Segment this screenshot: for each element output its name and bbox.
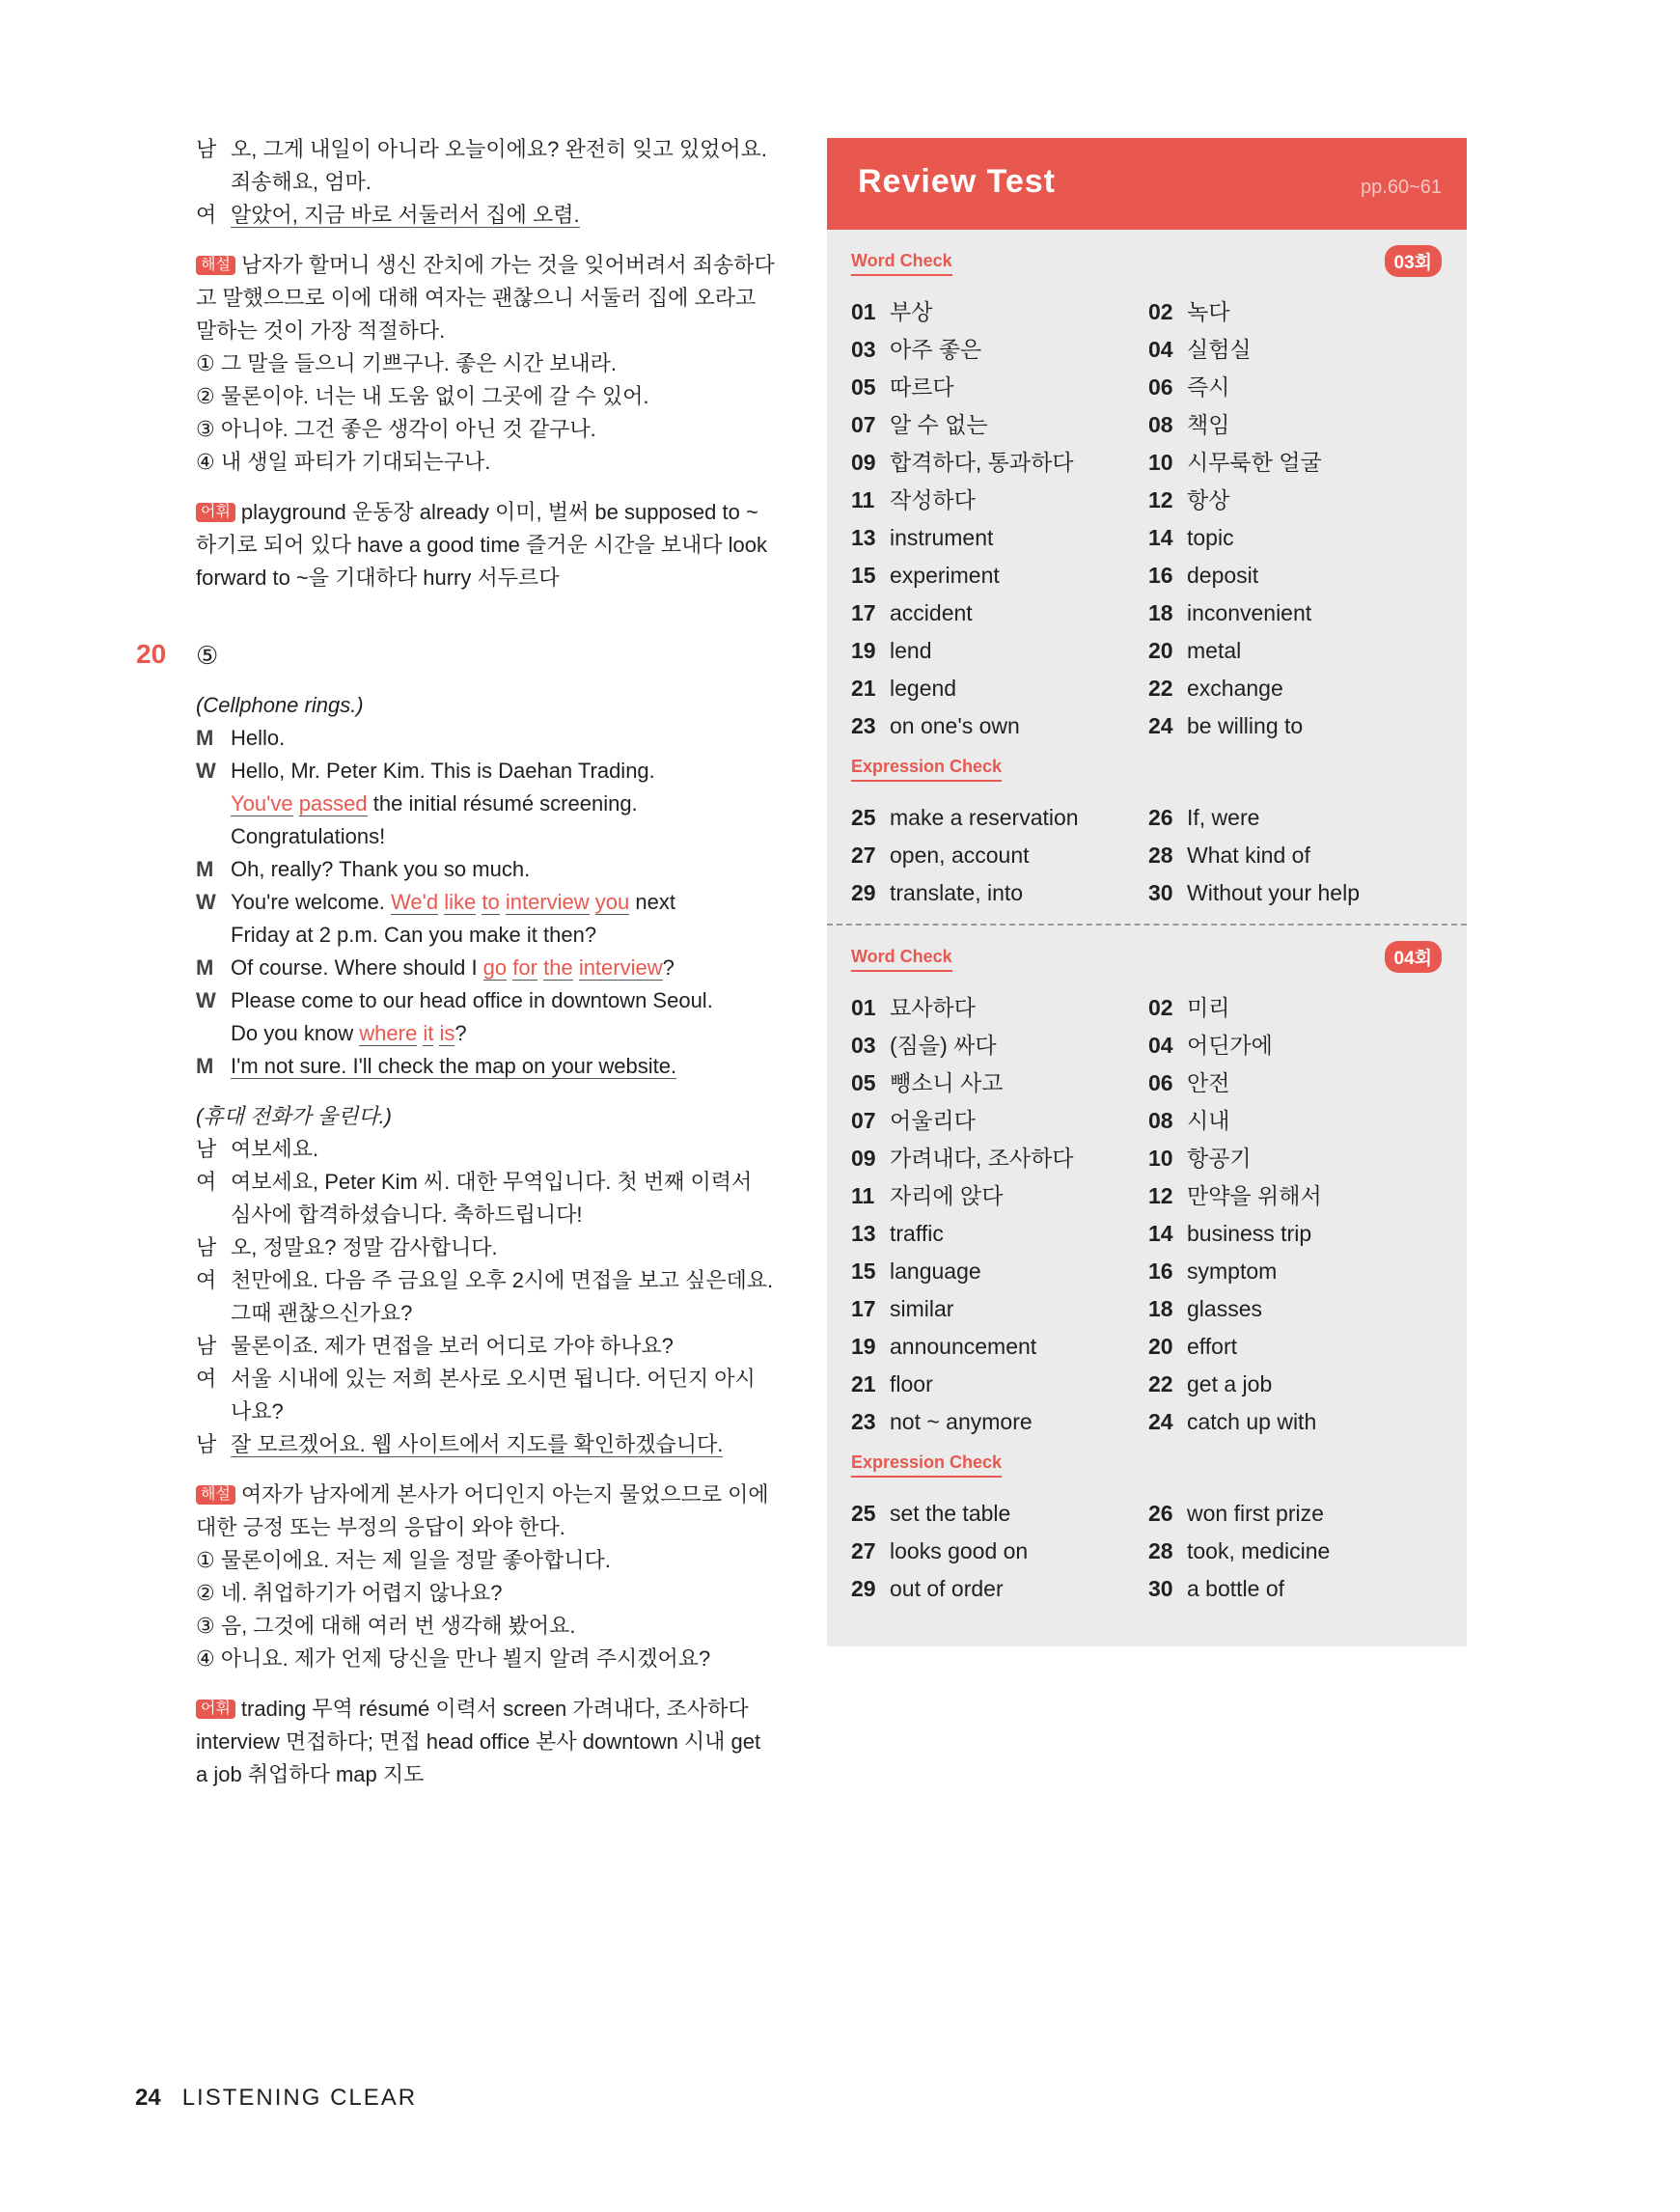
item-answer: experiment bbox=[890, 563, 1000, 588]
answer-item bbox=[851, 1140, 1148, 1177]
item-answer: If, were bbox=[1187, 805, 1260, 830]
item-answer: 합격하다, 통과하다 bbox=[890, 450, 1074, 475]
answer-item bbox=[851, 1065, 1148, 1102]
item-answer: translate, into bbox=[890, 880, 1024, 905]
item-answer: won first prize bbox=[1187, 1501, 1324, 1526]
item-answer: took, medicine bbox=[1187, 1538, 1331, 1563]
item-number: 24 bbox=[1148, 713, 1173, 738]
dictation-blank: it bbox=[423, 1021, 434, 1045]
answer-item bbox=[1148, 874, 1438, 912]
answer-item bbox=[1148, 1177, 1438, 1215]
answer-item bbox=[851, 519, 1148, 557]
item-answer: What kind of bbox=[1187, 843, 1310, 868]
dictation-blank: is bbox=[439, 1021, 455, 1045]
speaker: 남 bbox=[196, 1137, 217, 1161]
item-answer: 부상 bbox=[890, 299, 933, 324]
word-check-label: Word Check bbox=[851, 947, 952, 972]
item-number: 18 bbox=[1148, 1296, 1173, 1321]
item-number: 20 bbox=[1148, 1334, 1173, 1359]
item-answer: 뺑소니 사고 bbox=[890, 1070, 1004, 1095]
speaker: M bbox=[196, 955, 214, 980]
item-number: 29 bbox=[851, 880, 876, 905]
review-test-panel bbox=[827, 138, 1467, 1646]
round-badge: 03회 bbox=[1385, 245, 1443, 277]
answer-item bbox=[1148, 1290, 1438, 1328]
dialogue-line bbox=[196, 1330, 775, 1363]
explanation bbox=[196, 1479, 775, 1544]
answer-item bbox=[1148, 293, 1438, 331]
question-20 bbox=[136, 639, 775, 672]
answer-item bbox=[1148, 1403, 1438, 1441]
item-number: 28 bbox=[1148, 843, 1173, 868]
speaker: W bbox=[196, 759, 216, 783]
item-answer: glasses bbox=[1187, 1296, 1262, 1321]
option: ② 물론이야. 너는 내 도움 없이 그곳에 갈 수 있어. bbox=[196, 384, 649, 408]
vocab-text: playground 운동장 already 이미, 벌써 be supposed to ~하기로 되어 있다 have a good time 즐거운 시간을 보내다 look forward to ~을 기대하다 hurry 서두르다 bbox=[196, 500, 767, 590]
line-text: I'm not sure. I'll check the map on your website. bbox=[231, 1054, 677, 1078]
answer-item bbox=[1148, 1253, 1438, 1290]
page-range: pp.60~61 bbox=[1361, 177, 1442, 198]
item-answer: 시무룩한 얼굴 bbox=[1187, 450, 1322, 475]
item-number: 30 bbox=[1148, 1576, 1173, 1601]
dialogue-line bbox=[196, 199, 775, 232]
speaker: 여 bbox=[196, 1367, 217, 1391]
dialogue-line bbox=[196, 133, 775, 199]
answer-item bbox=[851, 1366, 1148, 1403]
answer-item bbox=[1148, 707, 1438, 745]
item-answer: legend bbox=[890, 676, 957, 701]
item-answer: 안전 bbox=[1187, 1070, 1230, 1095]
line-text: Congratulations! bbox=[231, 824, 386, 848]
dialogue-line bbox=[196, 1166, 775, 1231]
line-text: 여보세요. bbox=[231, 1137, 319, 1161]
item-number: 13 bbox=[851, 1221, 876, 1246]
speaker: 여 bbox=[196, 1268, 217, 1292]
word-check-label: Word Check bbox=[851, 251, 952, 276]
speaker: 여 bbox=[196, 203, 217, 227]
item-number: 03 bbox=[851, 1033, 876, 1058]
item-number: 25 bbox=[851, 805, 876, 830]
dialogue-line bbox=[196, 1231, 775, 1264]
item-number: 23 bbox=[851, 1409, 876, 1434]
item-number: 03 bbox=[851, 337, 876, 362]
item-number: 01 bbox=[851, 299, 876, 324]
item-answer: make a reservation bbox=[890, 805, 1079, 830]
vocabulary bbox=[196, 496, 775, 594]
item-answer: topic bbox=[1187, 525, 1234, 550]
answer-item bbox=[1148, 799, 1438, 837]
dialogue-line bbox=[196, 722, 775, 755]
answer-item bbox=[851, 1027, 1148, 1065]
item-answer: instrument bbox=[890, 525, 994, 550]
answer-item bbox=[851, 1403, 1148, 1441]
item-answer: 어울리다 bbox=[890, 1108, 976, 1133]
item-number: 04 bbox=[1148, 1033, 1173, 1058]
item-answer: 녹다 bbox=[1187, 299, 1230, 324]
answer-item bbox=[1148, 670, 1438, 707]
line-text: Hello, Mr. Peter Kim. This is Daehan Trading. bbox=[231, 759, 655, 783]
dictation-blank: You've bbox=[231, 791, 293, 816]
item-number: 20 bbox=[1148, 638, 1173, 663]
panel-header bbox=[827, 138, 1467, 230]
item-number: 15 bbox=[851, 563, 876, 588]
item-answer: 작성하다 bbox=[890, 487, 976, 512]
item-answer: deposit bbox=[1187, 563, 1259, 588]
answer-item bbox=[1148, 369, 1438, 406]
item-number: 13 bbox=[851, 525, 876, 550]
expression-check-label: Expression Check bbox=[851, 757, 1002, 782]
item-answer: symptom bbox=[1187, 1258, 1278, 1284]
item-answer: traffic bbox=[890, 1221, 944, 1246]
answer-item bbox=[1148, 444, 1438, 482]
option: ① 그 말을 들으니 기쁘구나. 좋은 시간 보내라. bbox=[196, 351, 618, 375]
answer-item bbox=[851, 1102, 1148, 1140]
line-text: 오, 정말요? 정말 감사합니다. bbox=[231, 1235, 498, 1259]
round-04 bbox=[827, 926, 1467, 1608]
vocabulary bbox=[196, 1693, 775, 1791]
dialogue-line bbox=[196, 984, 775, 1050]
item-number: 24 bbox=[1148, 1409, 1173, 1434]
line-text: Do you know bbox=[231, 1021, 360, 1045]
item-number: 17 bbox=[851, 600, 876, 625]
line-text: Hello. bbox=[231, 726, 286, 750]
option: ② 네. 취업하기가 어렵지 않나요? bbox=[196, 1581, 503, 1605]
answer-item bbox=[1148, 837, 1438, 874]
word-check-list bbox=[851, 293, 1442, 745]
book-title: LISTENING CLEAR bbox=[181, 2085, 418, 2111]
dialogue-line bbox=[196, 952, 775, 984]
line-text: the initial résumé screening. bbox=[367, 791, 638, 816]
line-text: 잘 모르겠어요. 웹 사이트에서 지도를 확인하겠습니다. bbox=[231, 1432, 724, 1456]
dialogue-line bbox=[196, 1264, 775, 1330]
item-number: 28 bbox=[1148, 1538, 1173, 1563]
answer-item bbox=[851, 837, 1148, 874]
speaker: W bbox=[196, 890, 216, 914]
answer-item bbox=[851, 989, 1148, 1027]
explanation-text: 남자가 할머니 생신 잔치에 가는 것을 잊어버려서 죄송하다고 말했으므로 이에 대해 여자는 괜찮으니 서둘러 집에 오라고 말하는 것이 가장 적절하다. bbox=[196, 253, 775, 343]
speaker: 남 bbox=[196, 1235, 217, 1259]
item-number: 06 bbox=[1148, 374, 1173, 400]
option: ④ 내 생일 파티가 기대되는구나. bbox=[196, 450, 491, 474]
item-answer: effort bbox=[1187, 1334, 1237, 1359]
answer-item bbox=[1148, 1570, 1438, 1608]
round-badge: 04회 bbox=[1385, 941, 1443, 973]
dictation-blank: where bbox=[359, 1021, 418, 1045]
dictation-blank: passed bbox=[298, 791, 368, 816]
dialogue-line bbox=[196, 1428, 775, 1461]
dictation-blank: interview bbox=[505, 890, 590, 914]
vocab-tag: 어휘 bbox=[196, 503, 235, 522]
item-number: 11 bbox=[851, 1183, 875, 1208]
speaker: 남 bbox=[196, 137, 217, 161]
item-number: 22 bbox=[1148, 1371, 1173, 1396]
answer-item bbox=[851, 707, 1148, 745]
speaker: 남 bbox=[196, 1432, 217, 1456]
speaker: M bbox=[196, 857, 214, 881]
answer-item bbox=[1148, 1065, 1438, 1102]
answer-item bbox=[1148, 1215, 1438, 1253]
dialogue-line bbox=[196, 1050, 775, 1083]
item-answer: 따르다 bbox=[890, 374, 954, 400]
answer-item bbox=[1148, 1140, 1438, 1177]
item-number: 08 bbox=[1148, 1108, 1173, 1133]
item-answer: 시내 bbox=[1187, 1108, 1230, 1133]
option: ③ 음, 그것에 대해 여러 번 생각해 봤어요. bbox=[196, 1614, 576, 1638]
speaker: W bbox=[196, 988, 216, 1012]
item-number: 22 bbox=[1148, 676, 1173, 701]
answer-item bbox=[1148, 632, 1438, 670]
item-number: 27 bbox=[851, 843, 876, 868]
item-number: 15 bbox=[851, 1258, 876, 1284]
answer-item bbox=[851, 1253, 1148, 1290]
item-number: 14 bbox=[1148, 1221, 1173, 1246]
answer-item bbox=[851, 1177, 1148, 1215]
item-number: 04 bbox=[1148, 337, 1173, 362]
item-number: 02 bbox=[1148, 299, 1173, 324]
item-number: 10 bbox=[1148, 1146, 1173, 1171]
item-answer: floor bbox=[890, 1371, 933, 1396]
item-number: 21 bbox=[851, 676, 876, 701]
explanation bbox=[196, 249, 775, 347]
item-answer: Without your help bbox=[1187, 880, 1360, 905]
round-03 bbox=[827, 230, 1467, 912]
item-answer: language bbox=[890, 1258, 981, 1284]
answer-item bbox=[851, 1328, 1148, 1366]
item-answer: announcement bbox=[890, 1334, 1037, 1359]
item-answer: on one's own bbox=[890, 713, 1020, 738]
expression-check-label: Expression Check bbox=[851, 1452, 1002, 1478]
item-number: 26 bbox=[1148, 1501, 1173, 1526]
answer-item bbox=[851, 369, 1148, 406]
stage-direction-kr: (휴대 전화가 울린다.) bbox=[196, 1104, 393, 1128]
left-column bbox=[136, 133, 775, 1791]
item-number: 09 bbox=[851, 1146, 876, 1171]
line-text: next bbox=[629, 890, 675, 914]
dictation-blank: you bbox=[594, 890, 630, 914]
item-answer: 미리 bbox=[1187, 995, 1230, 1020]
item-number: 06 bbox=[1148, 1070, 1173, 1095]
answer-item bbox=[851, 331, 1148, 369]
item-number: 14 bbox=[1148, 525, 1173, 550]
line-text: You're welcome. bbox=[231, 890, 392, 914]
line-text: 오, 그게 내일이 아니라 오늘이에요? 완전히 잊고 있었어요. 죄송해요, 엄마. bbox=[231, 137, 768, 194]
line-text: 천만에요. 다음 주 금요일 오후 2시에 면접을 보고 싶은데요. 그때 괜찮으신가요? bbox=[231, 1268, 774, 1325]
item-answer: 만약을 위해서 bbox=[1187, 1183, 1322, 1208]
answer-item bbox=[851, 1533, 1148, 1570]
expression-check-list bbox=[851, 1495, 1442, 1608]
item-answer: 가려내다, 조사하다 bbox=[890, 1146, 1074, 1171]
answer-item bbox=[1148, 989, 1438, 1027]
item-answer: out of order bbox=[890, 1576, 1004, 1601]
line-text: 물론이죠. 제가 면접을 보러 어디로 가야 하나요? bbox=[231, 1334, 674, 1358]
dictation-blank: to bbox=[482, 890, 500, 914]
item-number: 21 bbox=[851, 1371, 876, 1396]
vocab-tag: 어휘 bbox=[196, 1700, 235, 1719]
item-answer: 알 수 없는 bbox=[890, 412, 988, 437]
item-number: 19 bbox=[851, 638, 876, 663]
line-text: 여보세요, Peter Kim 씨. 대한 무역입니다. 첫 번째 이력서 심사에 합격하셨습니다. 축하드립니다! bbox=[231, 1170, 753, 1227]
answer-item bbox=[851, 1290, 1148, 1328]
stage-direction: (Cellphone rings.) bbox=[196, 693, 364, 717]
item-answer: 자리에 앉다 bbox=[890, 1183, 1004, 1208]
explanation-tag: 해설 bbox=[196, 256, 235, 275]
item-number: 11 bbox=[851, 487, 875, 512]
dictation-blank: go bbox=[482, 955, 508, 980]
item-number: 07 bbox=[851, 412, 876, 437]
item-number: 17 bbox=[851, 1296, 876, 1321]
dialogue-line bbox=[196, 755, 775, 853]
line-text: Friday at 2 p.m. Can you make it then? bbox=[231, 923, 597, 947]
answer-item bbox=[1148, 482, 1438, 519]
item-answer: lend bbox=[890, 638, 932, 663]
item-answer: set the table bbox=[890, 1501, 1011, 1526]
item-answer: metal bbox=[1187, 638, 1242, 663]
item-answer: exchange bbox=[1187, 676, 1283, 701]
answer-item bbox=[851, 799, 1148, 837]
item-number: 10 bbox=[1148, 450, 1173, 475]
answer-item bbox=[1148, 557, 1438, 594]
line-text: Oh, really? Thank you so much. bbox=[231, 857, 531, 881]
line-text: ? bbox=[662, 955, 675, 980]
answer-item bbox=[851, 632, 1148, 670]
page-number: 24 bbox=[135, 2085, 161, 2111]
answer-item bbox=[1148, 1495, 1438, 1533]
answer-item bbox=[1148, 1102, 1438, 1140]
speaker: M bbox=[196, 726, 214, 750]
item-number: 25 bbox=[851, 1501, 876, 1526]
dialogue-line bbox=[196, 1133, 775, 1166]
answer: ⑤ bbox=[196, 641, 219, 670]
item-answer: (짐을) 싸다 bbox=[890, 1033, 997, 1058]
item-number: 16 bbox=[1148, 563, 1173, 588]
item-number: 05 bbox=[851, 1070, 876, 1095]
item-answer: 즉시 bbox=[1187, 374, 1230, 400]
answer-item bbox=[851, 1570, 1148, 1608]
answer-item bbox=[1148, 1027, 1438, 1065]
item-answer: looks good on bbox=[890, 1538, 1029, 1563]
dialogue-line bbox=[196, 886, 775, 952]
answer-item bbox=[851, 557, 1148, 594]
answer-item bbox=[851, 444, 1148, 482]
dictation-blank: We'd bbox=[391, 890, 439, 914]
item-answer: 책임 bbox=[1187, 412, 1230, 437]
item-number: 18 bbox=[1148, 600, 1173, 625]
answer-item bbox=[1148, 1533, 1438, 1570]
dialogue-line bbox=[196, 1363, 775, 1428]
item-answer: accident bbox=[890, 600, 973, 625]
item-number: 26 bbox=[1148, 805, 1173, 830]
item-answer: catch up with bbox=[1187, 1409, 1317, 1434]
item-number: 16 bbox=[1148, 1258, 1173, 1284]
panel-title: Review Test bbox=[858, 163, 1057, 200]
answer-item bbox=[851, 874, 1148, 912]
answer-item bbox=[851, 482, 1148, 519]
item-answer: 아주 좋은 bbox=[890, 337, 982, 362]
speaker: 여 bbox=[196, 1170, 217, 1194]
item-answer: 어딘가에 bbox=[1187, 1033, 1273, 1058]
item-number: 27 bbox=[851, 1538, 876, 1563]
item-number: 29 bbox=[851, 1576, 876, 1601]
item-number: 09 bbox=[851, 450, 876, 475]
line-text: ? bbox=[454, 1021, 467, 1045]
vocab-text: trading 무역 résumé 이력서 screen 가려내다, 조사하다 interview 면접하다; 면접 head office 본사 downtown 시내 get a job 취업하다 map 지도 bbox=[196, 1697, 761, 1786]
speaker: 남 bbox=[196, 1334, 217, 1358]
item-answer: 항공기 bbox=[1187, 1146, 1252, 1171]
answer-item bbox=[1148, 1328, 1438, 1366]
item-number: 08 bbox=[1148, 412, 1173, 437]
item-number: 05 bbox=[851, 374, 876, 400]
item-answer: 실험실 bbox=[1187, 337, 1252, 362]
dictation-blank: like bbox=[444, 890, 477, 914]
item-answer: be willing to bbox=[1187, 713, 1304, 738]
item-answer: inconvenient bbox=[1187, 600, 1312, 625]
item-number: 23 bbox=[851, 713, 876, 738]
answer-item bbox=[851, 670, 1148, 707]
item-answer: a bottle of bbox=[1187, 1576, 1285, 1601]
answer-item bbox=[851, 1495, 1148, 1533]
answer-item bbox=[1148, 406, 1438, 444]
option: ① 물론이에요. 저는 제 일을 정말 좋아합니다. bbox=[196, 1548, 611, 1572]
dialogue-line bbox=[196, 853, 775, 886]
answer-item bbox=[1148, 1366, 1438, 1403]
answer-item bbox=[851, 293, 1148, 331]
item-number: 30 bbox=[1148, 880, 1173, 905]
item-number: 02 bbox=[1148, 995, 1173, 1020]
item-number: 12 bbox=[1148, 487, 1173, 512]
answer-item bbox=[851, 594, 1148, 632]
explanation-tag: 해설 bbox=[196, 1485, 235, 1505]
item-answer: get a job bbox=[1187, 1371, 1273, 1396]
line-text: 서울 시내에 있는 저희 본사로 오시면 됩니다. 어딘지 아시나요? bbox=[231, 1367, 756, 1424]
item-answer: similar bbox=[890, 1296, 954, 1321]
line-text: Please come to our head office in downtown Seoul. bbox=[231, 988, 713, 1012]
item-answer: open, account bbox=[890, 843, 1030, 868]
page-footer bbox=[135, 2085, 417, 2112]
dictation-blank: interview bbox=[578, 955, 663, 980]
dictation-blank: for bbox=[512, 955, 537, 980]
item-number: 07 bbox=[851, 1108, 876, 1133]
item-answer: not ~ anymore bbox=[890, 1409, 1033, 1434]
item-answer: business trip bbox=[1187, 1221, 1312, 1246]
item-answer: 항상 bbox=[1187, 487, 1230, 512]
line-text: 알았어, 지금 바로 서둘러서 집에 오렴. bbox=[231, 203, 580, 227]
option: ③ 아니야. 그건 좋은 생각이 아닌 것 같구나. bbox=[196, 417, 596, 441]
line-text: Of course. Where should I bbox=[231, 955, 483, 980]
item-number: 01 bbox=[851, 995, 876, 1020]
answer-item bbox=[851, 406, 1148, 444]
answer-item bbox=[1148, 594, 1438, 632]
answer-item bbox=[1148, 331, 1438, 369]
speaker: M bbox=[196, 1054, 214, 1078]
expression-check-list bbox=[851, 799, 1442, 912]
option: ④ 아니요. 제가 언제 당신을 만나 뵐지 알려 주시겠어요? bbox=[196, 1646, 711, 1671]
answer-item bbox=[851, 1215, 1148, 1253]
answer-item bbox=[1148, 519, 1438, 557]
item-number: 12 bbox=[1148, 1183, 1173, 1208]
word-check-list bbox=[851, 989, 1442, 1441]
question-number: 20 bbox=[136, 639, 167, 669]
item-answer: 묘사하다 bbox=[890, 995, 976, 1020]
explanation-text: 여자가 남자에게 본사가 어디인지 아는지 물었으므로 이에 대한 긍정 또는 부정의 응답이 와야 한다. bbox=[196, 1482, 769, 1539]
dictation-blank: the bbox=[543, 955, 573, 980]
item-number: 19 bbox=[851, 1334, 876, 1359]
